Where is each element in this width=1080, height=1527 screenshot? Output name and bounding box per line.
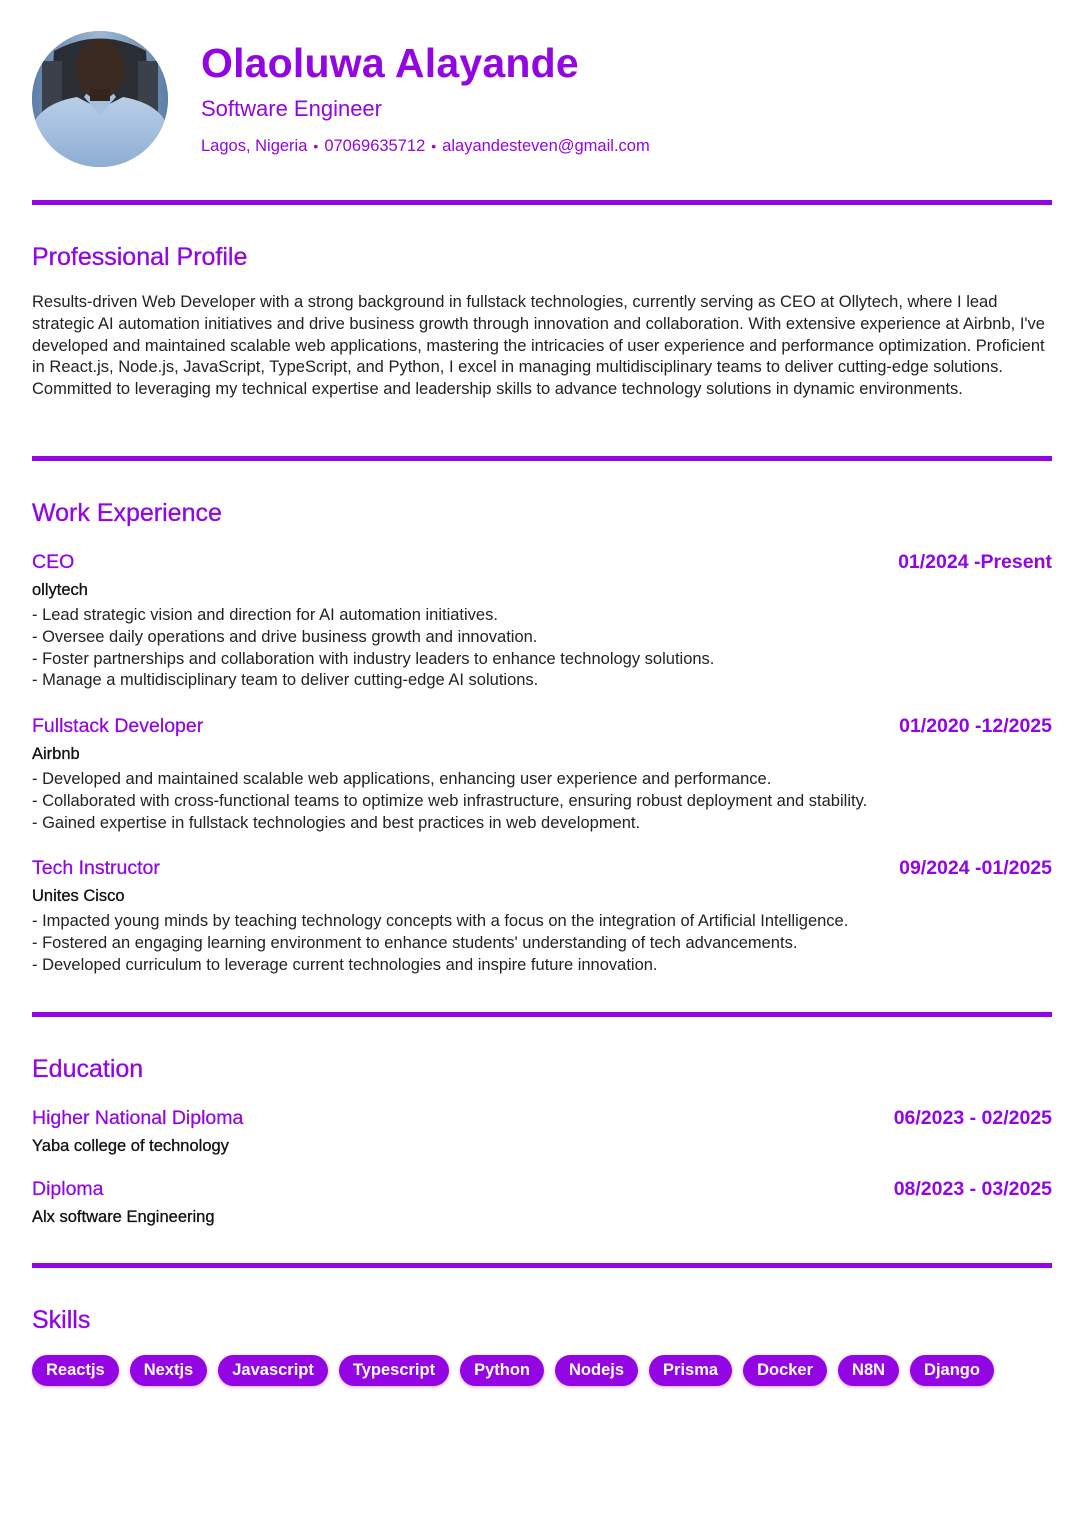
job-bullets — [32, 769, 1052, 834]
section-divider — [32, 200, 1052, 205]
job-company: ollytech — [32, 581, 88, 599]
job-role: Fullstack Developer — [32, 715, 204, 737]
avatar — [32, 31, 168, 167]
skill-chip: Javascript — [218, 1355, 328, 1386]
job-dates: 09/2024 -01/2025 — [899, 857, 1052, 879]
job-title: Software Engineer — [201, 96, 382, 121]
school: Yaba college of technology — [32, 1137, 229, 1155]
skill-chip: Reactjs — [32, 1355, 119, 1386]
section-title-profile: Professional Profile — [32, 243, 248, 271]
section-divider — [32, 1012, 1052, 1017]
degree: Diploma — [32, 1178, 104, 1200]
job-bullet: - Lead strategic vision and direction for AI automation initiatives. — [32, 606, 498, 624]
profile-summary: Results-driven Web Developer with a strong background in fullstack technologies, currently serving as CEO at Ollytech, where I lead strategic AI automation initiatives and drive business growth through innovation and collaboration. With extensive experience at Airbnb, I've developed and maintained scalable web applications, mastering the intricacies of user experience and performance optimization. Proficient in React.js, Node.js, JavaScript, TypeScript, and Python, I excel in managing multidisciplinary teams to deliver cutting-edge solutions. Committed to leveraging my technical expertise and leadership skills to advance technology solutions in dynamic environments. — [32, 293, 1045, 399]
skill-chip: Python — [460, 1355, 544, 1386]
job-header — [32, 855, 1052, 881]
job-entry — [32, 713, 1052, 834]
job-bullet: - Foster partnerships and collaboration with industry leaders to enhance technology solutions. — [32, 649, 715, 668]
job-role: CEO — [32, 551, 75, 573]
section-title-education: Education — [32, 1055, 144, 1083]
job-bullet: - Collaborated with cross-functional teams to optimize web infrastructure, ensuring robust deployment and stability. — [32, 791, 868, 810]
job-company: Unites Cisco — [32, 887, 125, 905]
school: Alx software Engineering — [32, 1208, 215, 1226]
job-company: Airbnb — [32, 745, 80, 763]
skill-chip: Prisma — [649, 1355, 732, 1386]
skill-chip: N8N — [838, 1355, 899, 1386]
degree: Higher National Diploma — [32, 1107, 244, 1129]
education-header — [32, 1105, 1052, 1131]
skill-chip: Docker — [743, 1355, 827, 1386]
resume-header — [32, 0, 1052, 205]
job-entry — [32, 549, 1052, 692]
profile-photo-icon — [32, 31, 168, 167]
job-bullet: - Impacted young minds by teaching technology concepts with a focus on the integration of Artificial Intelligence. — [32, 912, 849, 930]
job-bullet: - Developed and maintained scalable web applications, enhancing user experience and performance. — [32, 770, 772, 788]
separator-dot: • — [431, 138, 437, 154]
job-bullet: - Fostered an engaging learning environment to enhance students' understanding of tech advancements. — [32, 933, 798, 952]
section-title-skills: Skills — [32, 1306, 91, 1334]
job-role: Tech Instructor — [32, 857, 160, 879]
education-dates: 06/2023 - 02/2025 — [893, 1107, 1052, 1129]
skill-chip: Typescript — [339, 1355, 449, 1386]
location: Lagos, Nigeria — [201, 137, 308, 155]
section-divider — [32, 1263, 1052, 1268]
job-header — [32, 713, 1052, 739]
job-bullet: - Developed curriculum to leverage current technologies and inspire future innovation. — [32, 955, 658, 974]
skill-chip: Nodejs — [555, 1355, 638, 1386]
separator-dot: • — [313, 138, 319, 154]
skill-chip: Nextjs — [130, 1355, 208, 1386]
identity-block — [201, 38, 650, 156]
job-bullet: - Manage a multidisciplinary team to deliver cutting-edge AI solutions. — [32, 671, 539, 690]
job-bullet: - Gained expertise in fullstack technologies and best practices in web development. — [32, 813, 641, 832]
phone-number[interactable]: 07069635712 — [324, 137, 426, 155]
job-bullets — [32, 605, 1052, 692]
skill-chip: Django — [910, 1355, 994, 1386]
skills-list — [32, 1355, 994, 1386]
job-entry — [32, 855, 1052, 976]
resume-page — [32, 0, 1052, 1379]
job-bullets — [32, 911, 1052, 976]
job-dates: 01/2020 -12/2025 — [899, 715, 1052, 737]
contact-line — [201, 136, 650, 156]
job-header — [32, 549, 1052, 575]
section-divider — [32, 456, 1052, 461]
candidate-name: Olaoluwa Alayande — [201, 40, 579, 86]
section-title-experience: Work Experience — [32, 499, 222, 527]
education-entry — [32, 1176, 1052, 1228]
job-bullet: - Oversee daily operations and drive business growth and innovation. — [32, 627, 538, 646]
job-dates: 01/2024 -Present — [898, 551, 1052, 573]
education-dates: 08/2023 - 03/2025 — [893, 1178, 1052, 1200]
education-header — [32, 1176, 1052, 1202]
education-entry — [32, 1105, 1052, 1157]
email-link[interactable]: alayandesteven@gmail.com — [442, 137, 650, 155]
